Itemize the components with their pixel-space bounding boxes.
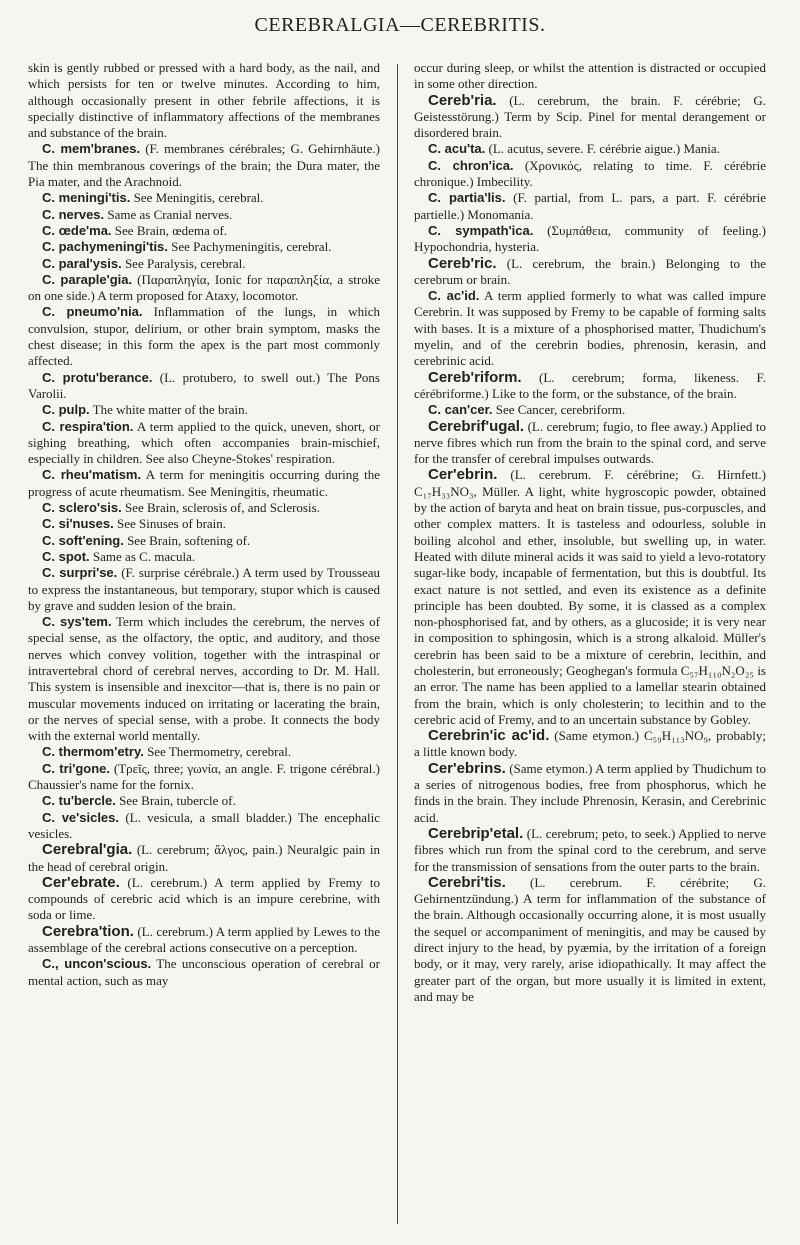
dictionary-entry [414,467,766,728]
entry-definition: Same as C. macula. [89,548,196,564]
entry-definition: (Same etymon.) A term applied by Thudichum to a series of nitrogenous bodies, free from phosphorus, which he finds in the brain. They include Phrenosin, Kerasin, and Cerebrinic acid. [414,760,766,825]
dictionary-entry [28,956,380,989]
dictionary-entry [414,256,766,289]
entry-headword: C. œde'ma. [42,222,112,238]
entry-headword: Cereb'ria. [428,91,497,109]
dictionary-entry [28,419,380,468]
entry-headword: C. paral'ysis. [42,255,122,271]
dictionary-entry [414,826,766,875]
dictionary-entry [414,158,766,191]
entry-headword: Cer'ebrins. [428,759,506,777]
dictionary-entry [414,875,766,1005]
entry-definition: Inflammation of the lungs, in which convulsion, stupor, delirium, or other brain symptom, masks the chest disease; in this form the apex is the part most commonly affected. [28,304,380,369]
entry-headword: C. surpri'se. [42,565,118,581]
entry-definition: A term applied to the quick, uneven, short, or sighing breathing, which often accompanies brain-mischief, especially in children. See also Cheyne-Stokes' respiration. [28,418,380,467]
entry-headword: C. meningi'tis. [42,190,131,206]
entry-definition: The unconscious operation of cerebral or mental action, such as may [28,956,380,988]
entry-definition: (L. cerebrum. F. cérébrite; G. Gehirnentzündung.) A term for inflammation of the substance of the brain. Although occasionally occurring alone, it is most usually the sequel or accompaniment of meningitis, and may be caused by direct injury to the head, by pyæmia, by the irritation of a foreign body, or it may, very rarely, arise idiopathically. It may affect the greater part of the organ, but more usually it is limited in extent, and may be [414,874,766,1004]
dictionary-entry [28,190,380,206]
dictionary-entry [414,761,766,826]
entry-headword: C. tu'bercle. [42,793,116,809]
entry-definition: (F. partial, from L. pars, a part. F. cérébrie partielle.) Monomania. [414,190,766,222]
entry-definition: See Meningitis, cerebral. [130,190,264,206]
entry-definition: See Brain, tubercle of. [115,793,236,809]
dictionary-entry [28,549,380,565]
entry-definition: (L. cerebrum; forma, likeness. F. cérébriforme.) Like to the form, or the substance, of the brain. [414,369,766,401]
entry-definition: (L. cerebrum, the brain. F. cérébrie; G. Geistesstörung.) Term by Scip. Pinel for mental derangement or disordered brain. [414,92,766,141]
entry-definition: (L. vesicula, a small bladder.) The encephalic vesicles. [28,809,380,841]
entry-definition: See Thermometry, cerebral. [143,744,292,760]
entry-definition: (L. cerebrum; peto, to seek.) Applied to nerve fibres which run from the spinal cord to the cerebrum, and serve for the transmission of sensations from the outer parts to the brain. [414,825,766,874]
entry-definition: A term for meningitis occurring during the progress of acute rheumatism. See Meningitis, rheumatic. [28,467,380,499]
entry-headword: Cerebra'tion. [42,922,134,940]
dictionary-entry [414,402,766,418]
entry-definition: (L. acutus, severe. F. cérébrie aigue.) Mania. [485,141,720,157]
right-column [414,60,766,1005]
dictionary-entry [28,810,380,843]
entry-headword: Cer'ebrin. [428,466,498,484]
dictionary-entry [28,842,380,875]
entry-definition: (L. cerebrum; ἄλγος, pain.) Neuralgic pain in the head of cerebral origin. [28,842,380,874]
dictionary-entry [414,370,766,403]
entry-definition: (L. cerebrum; fugio, to flee away.) Applied to nerve fibres which run from the brain to the spinal cord, and serve for the transfer of cerebral impulses outwards. [414,418,766,467]
dictionary-entry [28,402,380,418]
entry-definition: (F. surprise cérébrale.) A term used by Trousseau to express the instantaneous, but temporary, stupor which is caused by grave and sudden lesion of the brain. [28,565,380,613]
entry-definition: skin is gently rubbed or pressed with a hard body, as the nail, and which persists for ten or twelve minutes. According to him, although occasionally present in other febrile affections, it is specially distinctive of inflammatory affections of the membranes and substance of the brain. [28,60,380,141]
entry-headword: C. thermom'etry. [42,744,144,760]
entry-headword: C. pulp. [42,402,90,418]
entry-headword: C. pachymeningi'tis. [42,239,168,255]
entry-headword: C. si'nuses. [42,516,114,532]
dictionary-entry [414,223,766,256]
entry-definition: See Brain, œdema of. [111,222,228,238]
entry-headword: C. soft'ening. [42,532,124,548]
entry-headword: Cereb'ric. [428,254,497,272]
dictionary-entry [28,223,380,239]
entry-headword: C. chron'ica. [428,157,514,173]
entry-headword: C. can'cer. [428,402,493,418]
entry-headword: C. pneumo'nia. [42,304,143,320]
dictionary-entry [28,256,380,272]
entry-definition: See Brain, softening of. [123,532,251,548]
dictionary-entry [28,761,380,794]
entry-definition: Term which includes the cerebrum, the nerves of special sense, as the olfactory, the optic, and auditory, and those nerves which convey volition, together with the intraspinal or intravertebral chord of cerebral nerves, according to Dr. M. Hall. This system is insensible and inexcitor—that is, there is no pain or muscular movements induced on irritating or lacerating the brain, or the nerves of special sense, with a probe. It connects the body with the external world mentally. [28,614,381,744]
dictionary-entry [414,141,766,157]
dictionary-entry [28,239,380,255]
entry-definition: (Παραπληγία, Ionic for παραπληξία, a stroke on one side.) A term proposed for Ataxy, locomotor. [28,271,380,304]
entry-definition: (L. cerebrum.) A term applied by Fremy to compounds of cerebric acid which is an impure cerebrine, with soda or lime. [28,874,380,923]
entry-definition: (Same etymon.) C₅₉H₁₁₃NO₉, probably; a little known body. [414,728,766,760]
entry-definition: (Χρονικός, relating to time. F. cérébrie chronique.) Imbecility. [414,157,766,190]
left-column [28,60,380,989]
dictionary-entry [414,93,766,142]
entry-headword: C. sys'tem. [42,614,112,630]
entry-definition: See Brain, sclerosis of, and Sclerosis. [121,500,320,516]
entry-definition: (L. cerebrum, the brain.) Belonging to the cerebrum or brain. [414,255,766,287]
entry-headword: Cereb'riform. [428,368,522,386]
dictionary-entry [28,141,380,190]
entry-definition: See Sinuses of brain. [113,516,227,532]
entry-headword: Cerebral'gia. [42,841,133,859]
entry-definition: A term applied formerly to what was called impure Cerebrin. It was supposed by Fremy to be capable of forming salts with bases. It is a mixture of a phosphorised matter, Thudichum's myelin, and of the cerebrin bodies, phrenosin, kerasin, and cerebrinic acid. [414,288,766,369]
dictionary-entry [414,419,766,468]
entry-headword: C., uncon'scious. [42,956,152,972]
dictionary-entry [414,190,766,223]
dictionary-entry [28,272,380,305]
entry-headword: C. mem'branes. [42,141,141,157]
dictionary-entry [28,875,380,924]
dictionary-entry [28,304,380,369]
entry-headword: C. protu'berance. [42,369,153,385]
entry-headword: C. nerves. [42,206,105,222]
entry-headword: C. respira'tion. [42,418,134,434]
dictionary-entry [28,533,380,549]
dictionary-entry [28,516,380,532]
entry-definition: The white matter of the brain. [89,402,248,418]
entry-definition: See Paralysis, cerebral. [121,255,246,271]
entry-headword: C. partia'lis. [428,190,506,206]
entry-headword: Cer'ebrate. [42,873,120,891]
entry-headword: Cerebrin'ic ac'id. [428,727,550,745]
dictionary-entry [414,728,766,761]
dictionary-entry [28,793,380,809]
entry-headword: C. tri'gone. [42,760,111,776]
dictionary-entry [28,500,380,516]
entry-definition: (Τρεῖς, three; γωνία, an angle. F. trigone cérébral.) Chaussier's name for the fornix. [28,760,380,793]
entry-definition: See Pachymeningitis, cerebral. [167,239,332,255]
dictionary-entry [414,60,766,93]
entry-definition: (L. cerebrum. F. cérébrine; G. Hirnfett.) C₁₇H₃₃NO₃, Müller. A light, white hygroscopic powder, obtained by the action of baryta and heat on brain tissue, pus-corpuscles, and other complex matters. It is tasteless and odourless, soluble in boiling alcohol and ether, insoluble, but swelling up, in water. Heated with dilute mineral acids it was said to yield a levo-rotatory sugar-like body, incapable of fermentation, but this is doubtful. Its exact nature is not settled, and even its existence as a definite principle has been doubted. By some, it is classed as a complex non-phosphorised fat, and by others, as a glucoside; it is very near in composition to sphingosin, which is a strong alkaloid. Müller's cerebrin has been said to be a mixture of cerebrin, lecithin, and cholesterin, but erroneously; Geoghegan's formula C₅₇H₁₁₀N₂O₂₅ is an error. The name has been applied to a lamellar stearin obtained from the brain, which is only cholesterin; to lecithin and to the cerebric acid of Fremy, and to an uncertain substance by Gobley. [414,467,766,727]
entry-headword: C. acu'ta. [428,141,486,157]
entry-headword: Cerebri'tis. [428,873,506,891]
entry-definition: See Cancer, cerebriform. [492,402,626,418]
dictionary-entry [28,565,380,614]
column-divider [397,64,398,1224]
entry-headword: C. sclero'sis. [42,500,122,516]
dictionary-entry [28,207,380,223]
entry-headword: C. rheu'matism. [42,467,142,483]
entry-definition: (L. cerebrum.) A term applied by Lewes to the assemblage of the cerebral actions consecutive on a perception. [28,923,380,956]
entry-headword: C. spot. [42,548,90,564]
entry-headword: Cerebrif'ugal. [428,417,525,435]
entry-headword: C. paraple'gia. [42,271,133,287]
entry-definition: (Συμπάθεια, community of feeling.) Hypochondria, hysteria. [414,222,766,255]
entry-headword: C. ve'sicles. [42,809,119,825]
dictionary-entry [28,744,380,760]
dictionary-entry [28,60,380,141]
dictionary-entry [28,370,380,403]
entry-definition: (F. membranes cérébrales; G. Gehirnhäute.) The thin membranous coverings of the brain; the Dura mater, the Pia mater, and the Arachnoid. [28,141,381,190]
dictionary-entry [28,614,380,744]
dictionary-entry [414,288,766,369]
entry-headword: C. ac'id. [428,288,480,304]
entry-definition: occur during sleep, or whilst the attention is distracted or occupied in some other direction. [414,60,766,92]
dictionary-entry [28,924,380,957]
running-head: CEREBRALGIA—CEREBRITIS. [254,14,546,36]
entry-definition: (L. protubero, to swell out.) The Pons Varolii. [28,369,380,401]
entry-headword: Cerebrip'etal. [428,824,524,842]
entry-headword: C. sympath'ica. [428,222,534,238]
dictionary-entry [28,467,380,500]
entry-definition: Same as Cranial nerves. [104,206,233,222]
